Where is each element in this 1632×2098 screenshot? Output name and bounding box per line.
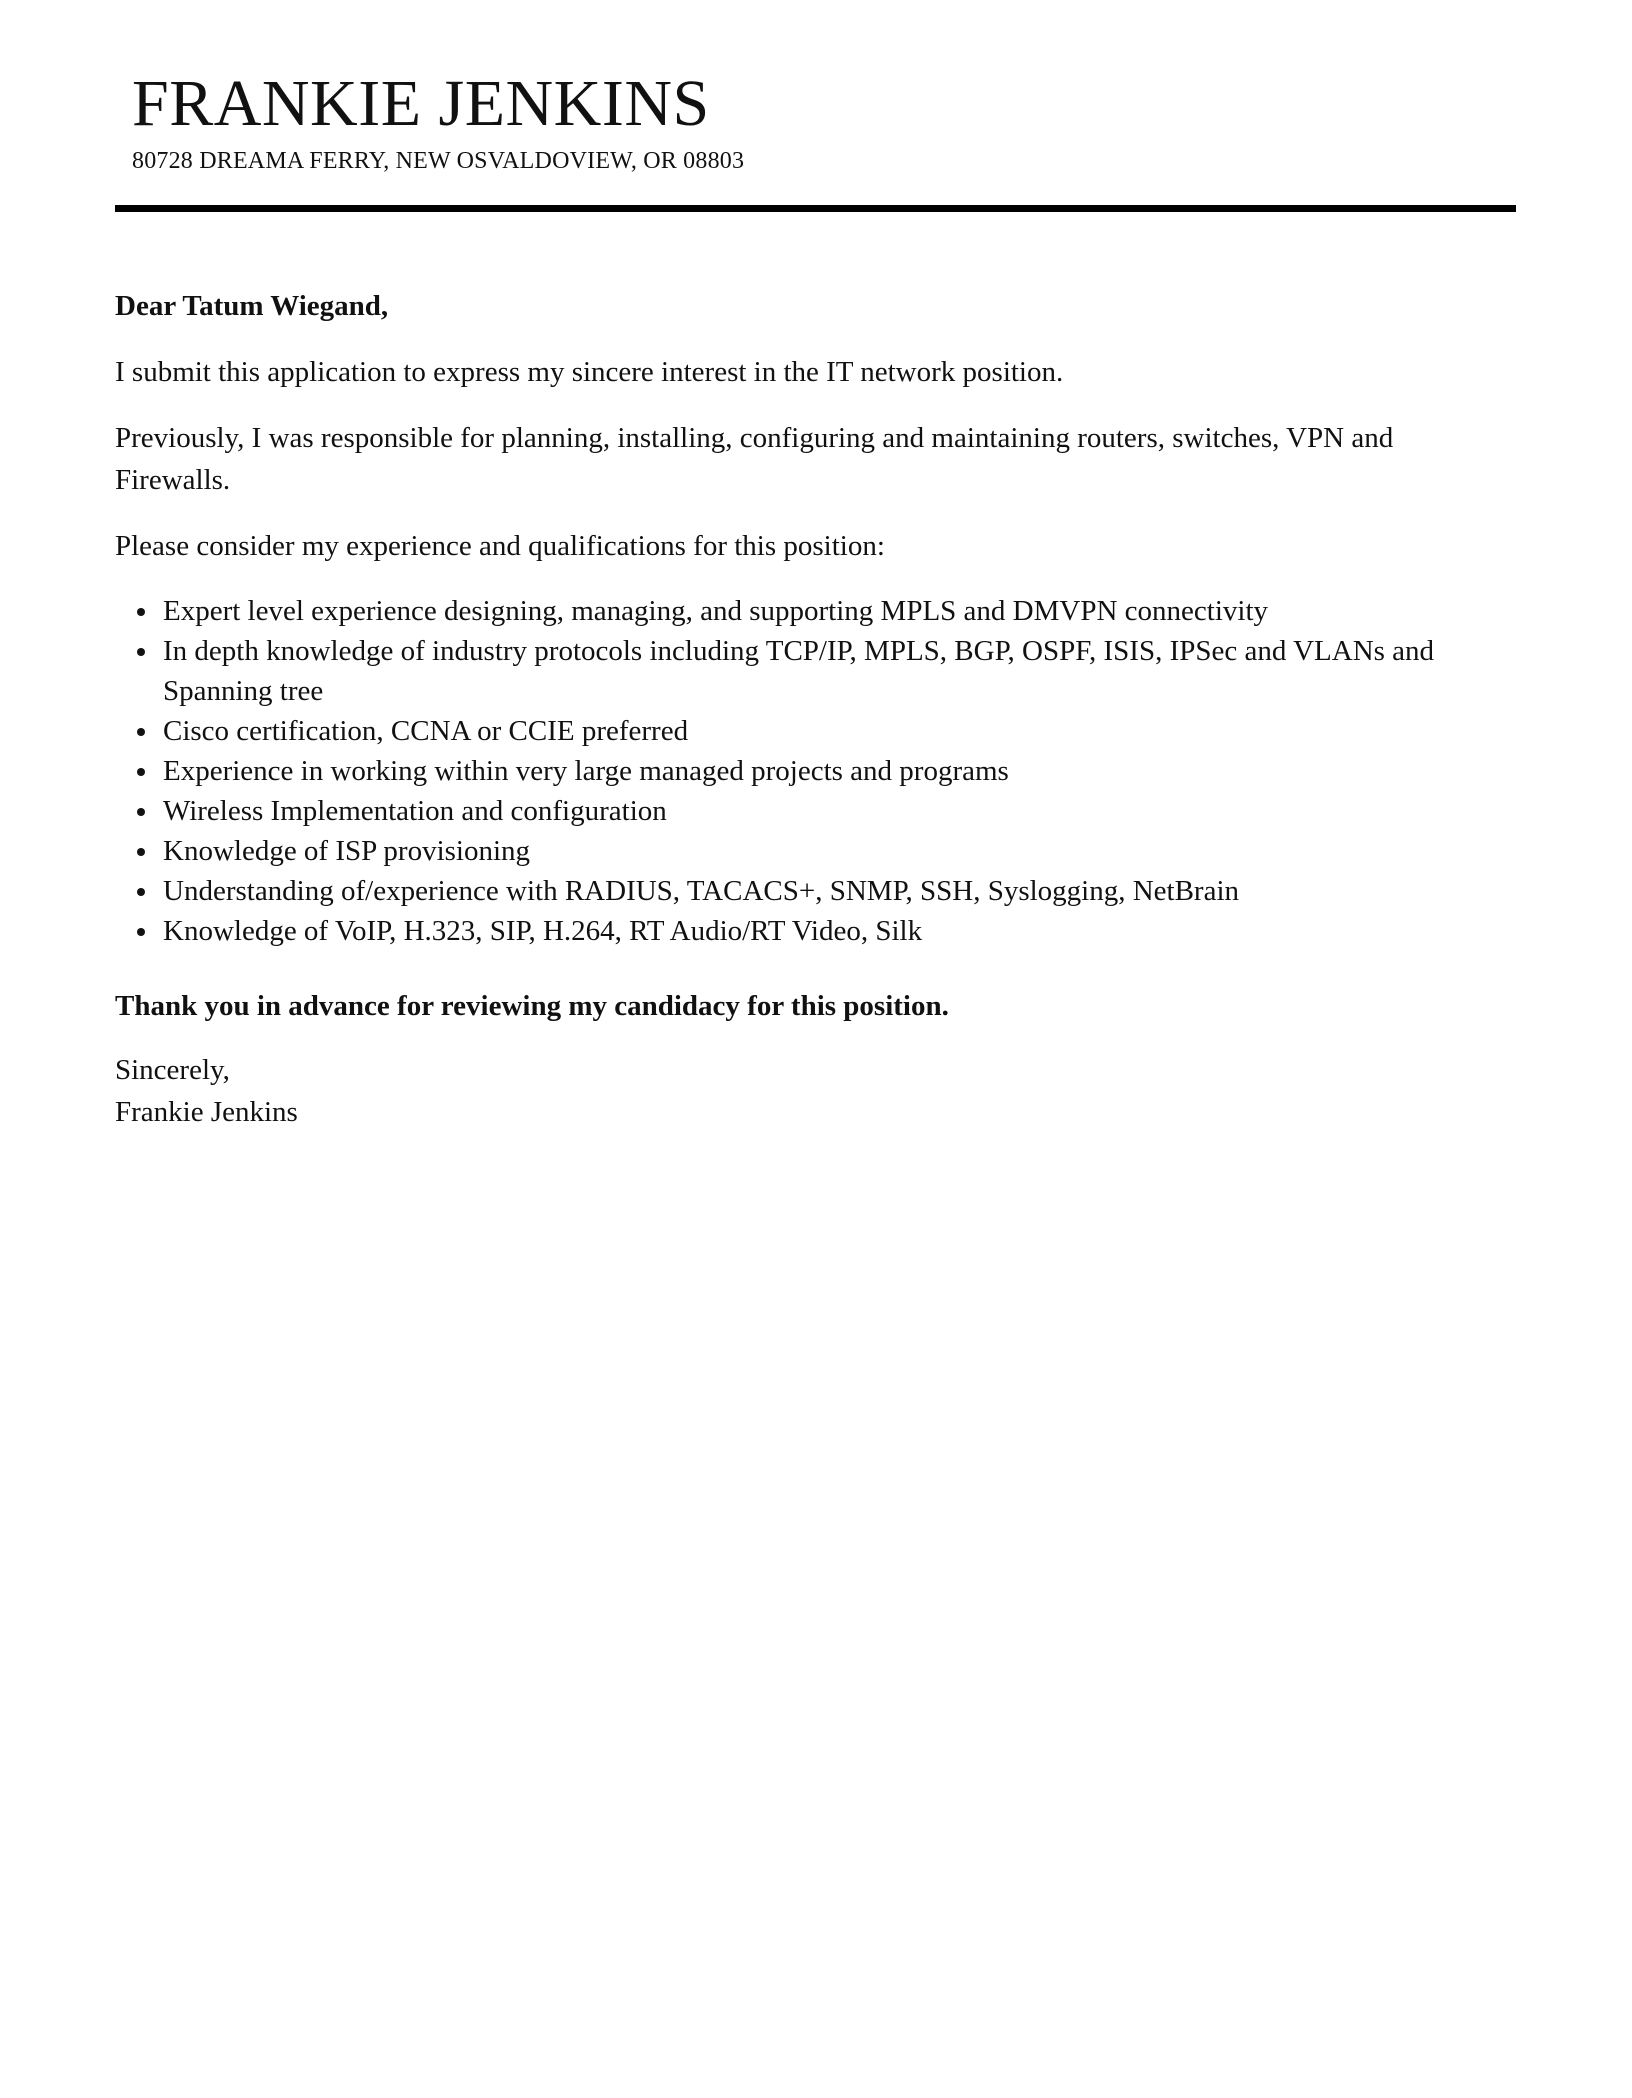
letter-header bbox=[115, 66, 1515, 176]
intro-paragraph: I submit this application to express my sincere interest in the IT network position. bbox=[115, 356, 1064, 388]
list-item: Knowledge of ISP provisioning bbox=[115, 831, 1513, 871]
header-divider bbox=[115, 205, 1516, 212]
applicant-address: 80728 DREAMA FERRY, NEW OSVALDOVIEW, OR 08803 bbox=[132, 148, 745, 174]
list-item: Experience in working within very large managed projects and programs bbox=[115, 751, 1513, 791]
list-item: Wireless Implementation and configuration bbox=[115, 791, 1513, 831]
closing-statement: Thank you in advance for reviewing my candidacy for this position. bbox=[115, 990, 949, 1022]
list-item: Cisco certification, CCNA or CCIE preferred bbox=[115, 711, 1513, 751]
applicant-name: FRANKIE JENKINS bbox=[132, 67, 710, 140]
salutation: Dear Tatum Wiegand, bbox=[115, 290, 389, 322]
experience-paragraph: Previously, I was responsible for planning, installing, configuring and maintaining routers, switches, VPN and Firewalls. bbox=[115, 422, 1394, 496]
signoff: Sincerely, bbox=[115, 1054, 230, 1086]
qualifications-list bbox=[115, 591, 1515, 951]
letter-body bbox=[115, 285, 1515, 1133]
list-item: Understanding of/experience with RADIUS, TACACS+, SNMP, SSH, Syslogging, NetBrain bbox=[115, 871, 1513, 911]
qualifications-intro: Please consider my experience and qualifications for this position: bbox=[115, 530, 885, 562]
signature-name: Frankie Jenkins bbox=[115, 1096, 298, 1128]
list-item: In depth knowledge of industry protocols including TCP/IP, MPLS, BGP, OSPF, ISIS, IPSec and VLANs and Spanning tree bbox=[115, 631, 1513, 711]
list-item: Knowledge of VoIP, H.323, SIP, H.264, RT Audio/RT Video, Silk bbox=[115, 911, 1513, 951]
list-item: Expert level experience designing, managing, and supporting MPLS and DMVPN connectivity bbox=[115, 591, 1513, 631]
